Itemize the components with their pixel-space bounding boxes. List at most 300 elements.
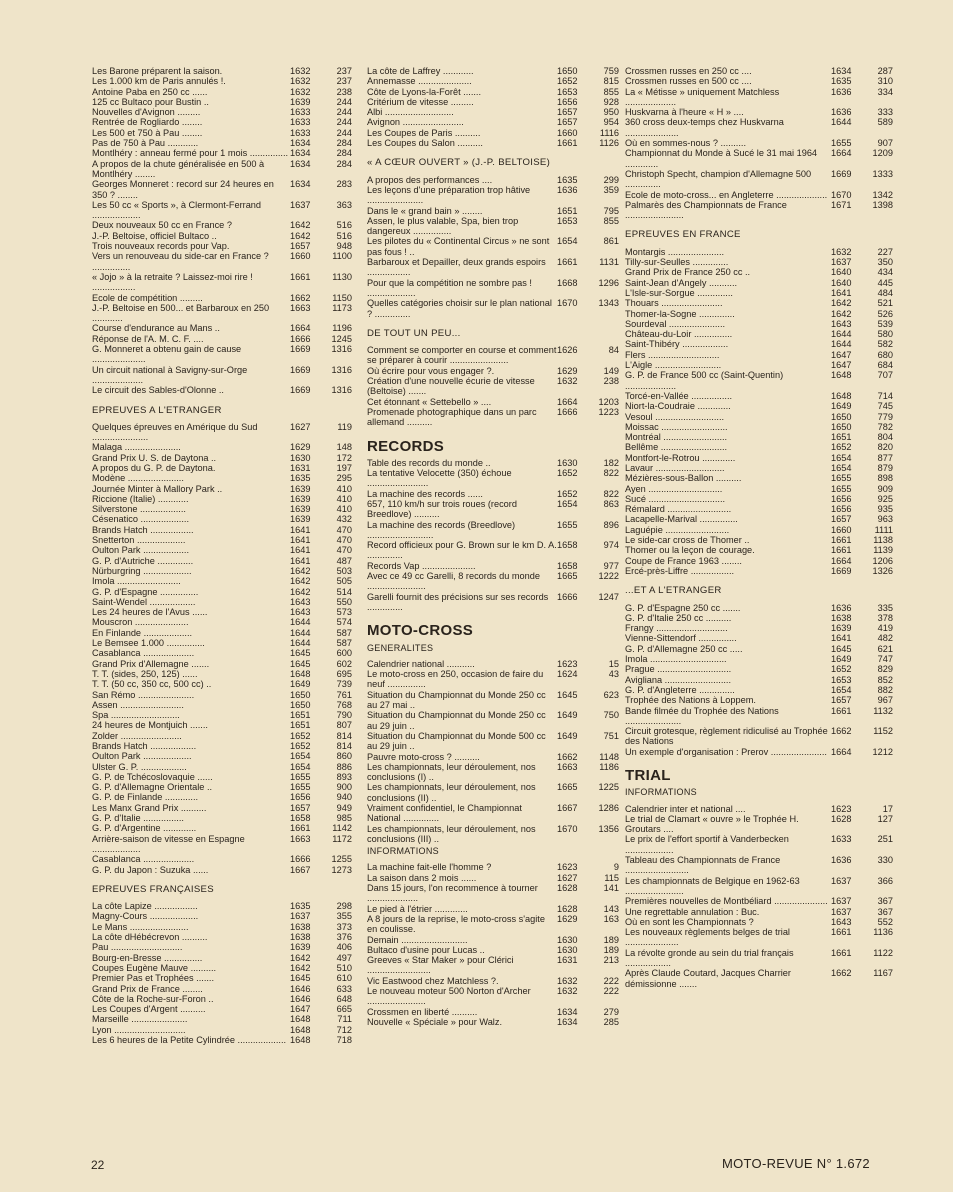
entry-title: Bande filmée du Trophée des Nations ...................... [625,705,779,726]
entry-title: G. P. d'Angleterre .............. [625,684,735,695]
entry-page: 227 [877,246,893,257]
entry-page: 925 [877,493,893,504]
entry-title: Magny-Cours ................... [92,911,199,922]
entry-issue: 1641 [290,555,311,566]
index-entry [625,391,893,401]
entry-page: 310 [877,76,893,87]
entry-title: Prague ............................. [625,664,732,675]
index-entry [92,453,352,463]
entry-title: Imola .............................. [625,654,727,665]
entry-issue: 1664 [557,396,578,407]
entry-issue: 1666 [557,406,578,417]
index-entry [625,442,893,452]
index-entry [92,463,352,473]
entry-title: Thomer-la-Sogne .............. [625,308,735,319]
entry-page: 1316 [331,344,352,355]
entry-page: 244 [336,107,352,118]
entry-page: 1131 [599,257,619,268]
entry-page: 119 [337,421,352,432]
entry-issue: 1627 [290,421,311,432]
entry-title: Les 1.000 km de Paris annulés !. [92,76,226,87]
entry-page: 1247 [598,591,619,602]
entry-page: 950 [603,107,619,118]
index-entry [92,442,352,452]
index-entry [625,613,893,623]
entry-page: 550 [336,596,352,607]
entry-title: Huskvarna à l'heure « H » .... [625,107,744,118]
entry-issue: 1661 [831,535,852,546]
index-entry [367,986,619,1007]
entry-title: Les pilotes du « Continental Circus » ne sont pas fous ! .. [367,236,550,257]
entry-issue: 1641 [831,287,852,298]
entry-title: J.-P. Beltoise, officiel Bultaco .. [92,230,217,241]
index-entry [367,540,619,561]
section-heading: MOTO-CROSS [367,622,474,640]
entry-title: Le Bemsee 1.000 ............... [92,638,205,649]
entry-title: Pour que la compétition ne sombre pas ! ................... [367,277,532,298]
entry-page: 747 [877,654,893,665]
index-entry [92,720,352,730]
entry-page: 15 [608,658,619,669]
entry-title: Thomer ou la leçon de courage. [625,545,755,556]
index-entry [625,917,893,927]
index-entry [92,751,352,761]
entry-title: Calendrier inter et national .... [625,803,746,814]
entry-page: 1167 [873,968,893,979]
entry-issue: 1656 [557,96,578,107]
entry-issue: 1632 [290,66,311,76]
entry-issue: 1656 [831,504,852,515]
entry-title: La machine fait-elle l'homme ? [367,862,492,873]
entry-page: 516 [336,230,352,241]
entry-title: Brands Hatch ................. [92,524,194,535]
entry-issue: 1655 [557,519,578,530]
index-entry [92,1025,352,1035]
entry-title: Un exemple d'organisation : Prerov ...................... [625,746,827,757]
index-entry [625,360,893,370]
index-entry [92,710,352,720]
entry-page: 1222 [598,571,619,582]
entry-title: Côte de la Roche-sur-Foron .. [92,993,214,1004]
entry-title: Les Barone préparent la saison. [92,66,223,76]
entry-page: 648 [336,993,352,1004]
entry-page: 711 [337,1014,352,1025]
entry-issue: 1628 [831,813,852,824]
entry-page: 521 [877,298,893,309]
entry-issue: 1667 [557,803,578,813]
entry-title: 24 heures de Montjuich ....... [92,720,208,731]
entry-issue: 1637 [831,906,852,917]
entry-issue: 1664 [831,148,852,159]
entry-title: Quelques épreuves en Amérique du Sud ...................... [92,421,258,443]
entry-page: 1116 [599,127,619,138]
entry-title: G. P. de Finlande ............. [92,792,199,803]
entry-issue: 1646 [290,983,311,994]
entry-page: 1212 [872,746,893,757]
entry-page: 526 [877,308,893,319]
entry-title: Coupes Eugène Mauve .......... [92,962,217,973]
entry-issue: 1669 [290,385,311,396]
index-entry [367,752,619,762]
entry-title: G. Monneret a obtenu gain de cause ..................... [92,344,242,365]
entry-title: Sourdeval ...................... [625,318,726,329]
entry-title: Les Coupes de Paris .......... [367,127,481,138]
entry-title: 657, 110 km/h sur trois roues (record Breedlove) .......... [367,498,517,520]
entry-title: Le trial de Clamart « ouvre » le Trophée H. Groutars .... [625,813,799,835]
entry-title: Trois nouveaux records pour Vap. [92,241,230,252]
section-heading: TRIAL [625,767,671,784]
index-entry [92,690,352,700]
entry-issue: 1642 [290,576,311,587]
entry-page: 244 [336,96,352,107]
entry-page: 9 [613,862,619,873]
entry-page: 539 [877,318,893,329]
entry-page: 1333 [872,168,893,179]
entry-page: 1203 [598,396,619,407]
entry-page: 1398 [872,199,893,210]
entry-page: 470 [336,545,352,556]
entry-page: 1139 [873,545,893,556]
entry-issue: 1650 [290,689,311,700]
index-entry [92,984,352,994]
entry-title: Lavaur ........................... [625,462,725,473]
index-entry [625,257,893,267]
index-entry [625,876,893,897]
index-entry [367,690,619,711]
entry-issue: 1635 [290,901,311,912]
index-entry [625,706,893,727]
entry-title: Imola ......................... [92,576,181,587]
entry-title: Championnat du Monde à Sucé le 31 mai 1964 ............. [625,148,818,169]
entry-page: 1326 [872,565,893,576]
entry-title: Le moto-cross en 250, occasion de faire du neuf ............... [367,669,544,690]
index-entry [625,309,893,319]
entry-issue: 1627 [557,872,578,883]
index-entry [625,350,893,360]
index-entry [367,571,619,592]
entry-page: 287 [877,66,893,76]
index-entry [625,484,893,494]
index-entry [92,772,352,782]
entry-title: Château-du-Loir ............... [625,329,733,340]
entry-title: Table des records du monde .. [367,457,491,468]
entry-issue: 1629 [557,365,578,376]
entry-issue: 1656 [290,792,311,803]
entry-title: Niort-la-Coudraie ............. [625,401,731,412]
entry-issue: 1662 [831,726,852,737]
index-entry [625,514,893,524]
entry-issue: 1670 [831,189,852,200]
entry-title: Journée Minter à Mallory Park .. [92,483,223,494]
entry-page: 143 [603,903,619,914]
index-entry [92,344,352,365]
entry-title: Zolder ........................ [92,730,182,741]
index-entry [367,366,619,376]
entry-issue: 1669 [831,168,852,179]
entry-issue: 1665 [557,571,578,582]
entry-issue: 1671 [831,199,852,210]
entry-issue: 1642 [290,962,311,973]
entry-title: Crossmen en liberté .......... [367,1006,478,1017]
entry-issue: 1629 [290,442,311,453]
index-entry [92,293,352,303]
index-entry [92,76,352,86]
entry-title: Les nouveaux règlements belges de trial ..................... [625,927,790,948]
index-entry [92,566,352,576]
entry-page: 761 [336,689,352,700]
entry-issue: 1655 [290,782,311,793]
index-entry [92,241,352,251]
index-entry [92,762,352,772]
index-entry [92,422,352,443]
entry-page: 896 [603,519,619,530]
entry-page: 432 [336,514,352,525]
entry-title: Assen, le plus valable, Spa, bien trop dangereux ............... [367,215,519,237]
index-entry [367,397,619,407]
index-entry [92,731,352,741]
entry-page: 1225 [598,782,619,793]
index-entry [92,525,352,535]
entry-title: Pas de 750 à Pau ............ [92,138,199,149]
entry-issue: 1654 [557,498,578,509]
entry-title: Les 24 heures de l'Avus ...... [92,607,208,618]
entry-issue: 1651 [290,720,311,731]
entry-title: Saint-Jean d'Angely ........... [625,277,738,288]
entry-title: Le Mans ....................... [92,921,189,932]
entry-issue: 1648 [831,370,852,381]
entry-issue: 1634 [557,1006,578,1017]
index-entry [92,117,352,127]
section-heading: DE TOUT UN PEU... [367,327,461,339]
entry-page: 707 [877,370,893,381]
index-entry [625,896,893,906]
entry-title: Record officieux pour G. Brown sur le km D. A. .............. [367,540,557,561]
entry-title: J.-P. Beltoise en 500... et Barbaroux en 250 ............ [92,302,270,324]
entry-title: Les championnats, leur déroulement, nos conclusions (I) .. [367,761,536,783]
entry-issue: 1639 [831,623,852,634]
entry-page: 587 [336,638,352,649]
index-entry [367,138,619,148]
index-entry [625,401,893,411]
entry-issue: 1645 [290,973,311,984]
index-entry [92,834,352,855]
index-entry [625,107,893,117]
entry-page: 284 [336,138,352,149]
entry-title: Césenatico ................... [92,514,190,525]
index-entry [92,159,352,180]
entry-page: 1152 [873,726,893,737]
entry-title: La machine des records (Breedlove) .......................... [367,519,516,540]
entry-issue: 1654 [831,462,852,473]
entry-title: Où en sont les Championnats ? [625,916,754,927]
entry-issue: 1654 [831,684,852,695]
entry-issue: 1637 [831,875,852,886]
entry-issue: 1660 [831,524,852,535]
index-entry [92,911,352,921]
entry-issue: 1633 [290,107,311,118]
entry-page: 814 [336,730,352,741]
entry-issue: 1631 [557,955,578,966]
entry-title: Après Claude Coutard, Jacques Charrier démissionne ....... [625,968,791,989]
index-entry [367,904,619,914]
entry-title: Cet étonnant « Settebello » .... [367,396,492,407]
index-entry [367,914,619,935]
entry-page: 1209 [872,148,893,159]
entry-page: 514 [336,586,352,597]
section-heading: « A CŒUR OUVERT » (J.-P. BELTOISE) [367,157,551,169]
entry-page: 621 [877,643,893,654]
entry-page: 820 [877,442,893,453]
entry-title: San Rémo ...................... [92,689,195,700]
entry-issue: 1634 [290,179,311,190]
entry-page: 406 [336,942,352,953]
entry-title: Flers ............................ [625,349,720,360]
entry-page: 949 [336,802,352,813]
entry-title: Montlhéry : anneau fermé pour 1 mois ............... [92,148,289,159]
index-entry [625,494,893,504]
entry-title: Vers un renouveau du side-car en France ? ............... [92,251,269,272]
entry-issue: 1665 [557,782,578,793]
entry-page: 886 [336,761,352,772]
index-entry [625,804,893,814]
index-entry [92,607,352,617]
entry-page: 600 [336,648,352,659]
entry-issue: 1661 [831,705,852,716]
entry-page: 17 [882,803,893,814]
entry-page: 1100 [332,251,352,262]
entry-issue: 1630 [557,944,578,955]
entry-page: 587 [336,627,352,638]
entry-issue: 1641 [290,524,311,535]
index-entry [92,973,352,983]
entry-issue: 1643 [290,596,311,607]
entry-issue: 1650 [831,411,852,422]
entry-page: 807 [336,720,352,731]
entry-issue: 1629 [557,913,578,924]
index-entry [625,747,893,757]
index-entry [92,942,352,952]
index-entry [92,251,352,272]
entry-issue: 1642 [831,298,852,309]
entry-issue: 1648 [290,1024,311,1035]
entry-title: Silverstone .................. [92,504,186,515]
entry-issue: 1652 [557,488,578,499]
entry-issue: 1654 [557,236,578,247]
entry-page: 954 [603,117,619,128]
entry-title: Promenade photographique dans un parc allemand .......... [367,406,537,428]
index-entry [92,813,352,823]
entry-page: 1296 [598,277,619,288]
entry-issue: 1635 [831,76,852,87]
entry-page: 1273 [331,864,352,875]
page-number: 22 [91,1158,105,1172]
entry-title: Georges Monneret : record sur 24 heures en 350 ? ........ [92,179,274,200]
index-entry [92,617,352,627]
entry-issue: 1655 [831,473,852,484]
entry-page: 882 [877,684,893,695]
entry-title: G. P. d'Allemagne Orientale .. [92,782,213,793]
index-entry [92,597,352,607]
entry-issue: 1642 [290,220,311,231]
entry-issue: 1649 [831,401,852,412]
entry-title: Une regrettable annulation : Buc. [625,906,760,917]
index-entry [92,556,352,566]
entry-title: Les championnats, leur déroulement, nos conclusions (III) .. [367,823,536,844]
entry-title: Christoph Specht, champion d'Allemagne 500 .............. [625,168,812,190]
entry-title: Calendrier national ........... [367,658,475,669]
index-entry [625,169,893,190]
entry-issue: 1638 [290,921,311,932]
entry-issue: 1634 [831,66,852,76]
entry-issue: 1632 [290,76,311,87]
magazine-issue: MOTO-REVUE N° 1.672 [722,1156,870,1171]
entry-issue: 1664 [831,746,852,757]
entry-issue: 1652 [290,741,311,751]
entry-issue: 1667 [290,864,311,875]
entry-title: Thouars ........................ [625,298,723,309]
entry-issue: 1661 [290,271,311,282]
entry-issue: 1661 [831,947,852,958]
entry-issue: 1670 [557,823,578,834]
index-entry [367,175,619,185]
index-entry [92,994,352,1004]
entry-title: Les championnats, leur déroulement, nos conclusions (II) .. [367,782,536,803]
index-entry [625,432,893,442]
entry-issue: 1650 [557,66,578,76]
entry-issue: 1626 [557,345,578,356]
entry-issue: 1633 [290,117,311,128]
entry-title: Lyon ............................ [92,1024,186,1035]
entry-page: 244 [336,117,352,128]
entry-title: Course d'endurance au Mans .. [92,323,220,334]
entry-page: 359 [603,184,619,195]
entry-title: T. T. (50 cc, 350 cc, 500 cc) .. [92,679,212,690]
index-entry [625,319,893,329]
entry-page: 935 [877,504,893,515]
index-entry [625,117,893,138]
entry-title: Nouvelles d'Avignon ......... [92,107,201,118]
entry-page: 115 [604,872,619,883]
entry-page: 1126 [599,138,619,149]
entry-page: 516 [336,220,352,231]
entry-title: Réponse de l'A. M. C. F. .... [92,333,204,344]
section-heading: GENERALITES [367,642,434,653]
entry-issue: 1643 [290,607,311,618]
entry-issue: 1649 [557,730,578,741]
entry-page: 1316 [331,385,352,396]
entry-title: Le side-car cross de Thomer .. [625,535,750,546]
entry-page: 855 [603,215,619,226]
index-entry [367,561,619,571]
index-entry [625,685,893,695]
index-entry [367,185,619,206]
entry-title: Les championnats de Belgique en 1962-63 ....................... [625,875,800,896]
index-entry [625,288,893,298]
entry-issue: 1632 [831,246,852,257]
entry-page: 893 [336,771,352,782]
index-entry [367,862,619,872]
entry-issue: 1641 [290,535,311,546]
entry-issue: 1662 [557,751,578,762]
entry-title: Grand Prix U. S. de Daytona .. [92,452,217,463]
entry-issue: 1666 [290,854,311,865]
entry-issue: 1633 [290,127,311,138]
index-entry [367,945,619,955]
entry-page: 148 [336,442,352,453]
index-entry [625,566,893,576]
entry-page: 222 [603,975,619,986]
entry-issue: 1637 [831,257,852,268]
